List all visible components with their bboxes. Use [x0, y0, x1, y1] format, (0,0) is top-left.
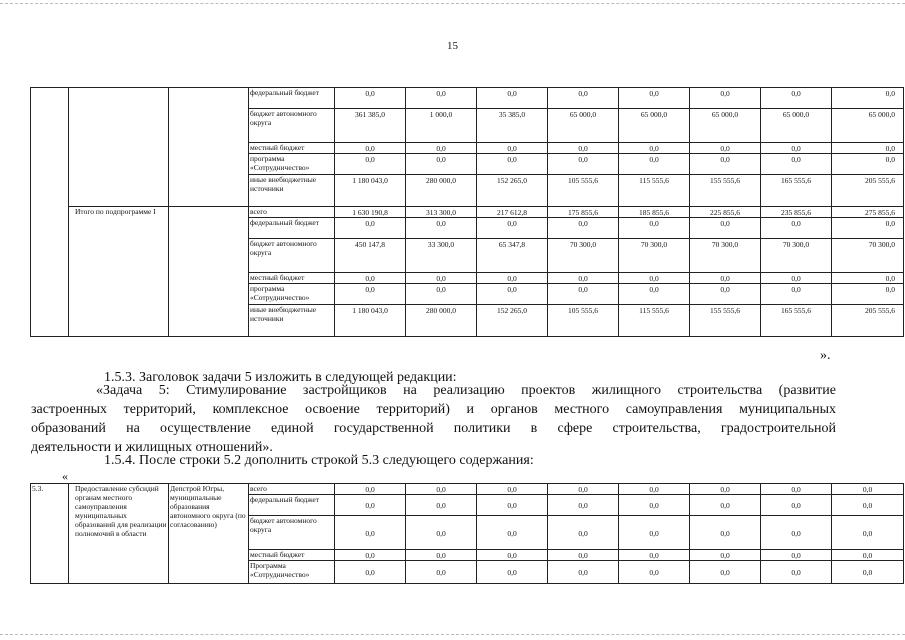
amount-cell: 205 555,6 — [832, 305, 904, 337]
funding-source-label: местный бюджет — [249, 143, 335, 154]
executor-cell: Депстрой Югры, муниципальные образования автономного округа (по согласованию) — [169, 484, 249, 584]
amount-cell: 0,0 — [406, 218, 477, 239]
amount-cell: 185 855,6 — [619, 207, 690, 218]
amount-cell: 0,0 — [335, 154, 406, 175]
funding-source-label: бюджет автономного округа — [249, 239, 335, 273]
amount-cell: 0,0 — [832, 516, 904, 550]
amount-cell: 0,0 — [406, 561, 477, 584]
amount-cell: 0,0 — [477, 218, 548, 239]
amount-cell: 0,0 — [406, 550, 477, 561]
amount-cell: 0,0 — [761, 495, 832, 516]
amount-cell: 0,0 — [690, 143, 761, 154]
amount-cell: 313 300,0 — [406, 207, 477, 218]
amount-cell: 0,0 — [335, 218, 406, 239]
amount-cell: 33 300,0 — [406, 239, 477, 273]
amount-cell: 65 000,0 — [832, 109, 904, 143]
amount-cell: 65 347,8 — [477, 239, 548, 273]
amount-cell: 175 855,6 — [548, 207, 619, 218]
amount-cell: 70 300,0 — [690, 239, 761, 273]
amount-cell: 235 855,6 — [761, 207, 832, 218]
amount-cell: 152 265,0 — [477, 305, 548, 337]
amount-cell: 0,0 — [477, 550, 548, 561]
amount-cell: 0,0 — [477, 495, 548, 516]
paragraph-1-5-3: 1.5.3. Заголовок задачи 5 изложить в следующей редакции: — [104, 370, 457, 385]
table-row — [31, 88, 904, 109]
row-number-cell: 5.3. — [31, 484, 69, 584]
executor-cell — [169, 207, 249, 337]
amount-cell: 0,0 — [406, 495, 477, 516]
amount-cell: 0,0 — [690, 550, 761, 561]
amount-cell: 0,0 — [761, 88, 832, 109]
amount-cell: 0,0 — [832, 550, 904, 561]
amount-cell: 0,0 — [832, 143, 904, 154]
amount-cell: 0,0 — [690, 273, 761, 284]
amount-cell: 0,0 — [619, 561, 690, 584]
amount-cell: 0,0 — [335, 88, 406, 109]
amount-cell: 0,0 — [335, 273, 406, 284]
scan-edge-bottom — [0, 634, 905, 636]
amount-cell: 0,0 — [619, 495, 690, 516]
activity-name-cell: Предоставление субсидий органам местного самоуправления муниципальных образований для реализации полномочий в области — [69, 484, 169, 584]
amount-cell: 0,0 — [548, 495, 619, 516]
amount-cell: 65 000,0 — [619, 109, 690, 143]
amount-cell: 450 147,8 — [335, 239, 406, 273]
amount-cell: 0,0 — [548, 88, 619, 109]
amount-cell: 0,0 — [477, 88, 548, 109]
amount-cell: 0,0 — [477, 143, 548, 154]
amount-cell: 165 555,6 — [761, 305, 832, 337]
amount-cell: 0,0 — [335, 550, 406, 561]
amount-cell: 0,0 — [406, 88, 477, 109]
task-5-line: деятельности и жилищных отношений». — [31, 440, 273, 455]
amount-cell: 0,0 — [477, 284, 548, 305]
amount-cell: 0,0 — [548, 484, 619, 495]
amount-cell: 0,0 — [335, 484, 406, 495]
amount-cell: 0,0 — [548, 284, 619, 305]
amount-cell: 155 555,6 — [690, 305, 761, 337]
amount-cell: 0,0 — [477, 273, 548, 284]
amount-cell: 0,0 — [477, 516, 548, 550]
amount-cell: 1 180 043,0 — [335, 305, 406, 337]
amount-cell: 225 855,6 — [690, 207, 761, 218]
amount-cell: 0,0 — [832, 88, 904, 109]
amount-cell: 0,0 — [690, 484, 761, 495]
scan-edge-top — [0, 3, 905, 5]
amount-cell: 0,0 — [761, 561, 832, 584]
amount-cell: 0,0 — [619, 516, 690, 550]
amount-cell: 155 555,6 — [690, 175, 761, 207]
funding-source-label: местный бюджет — [249, 550, 335, 561]
amount-cell: 0,0 — [832, 495, 904, 516]
amount-cell: 65 000,0 — [690, 109, 761, 143]
amount-cell: 0,0 — [690, 561, 761, 584]
amount-cell: 152 265,0 — [477, 175, 548, 207]
subprogram-total-label: Итого по подпрограмме I — [69, 207, 169, 337]
amount-cell: 0,0 — [690, 154, 761, 175]
funding-source-label: программа «Сотрудничество» — [249, 154, 335, 175]
amount-cell: 0,0 — [761, 516, 832, 550]
funding-source-label: бюджет автономного округа — [249, 516, 335, 550]
amount-cell: 0,0 — [477, 561, 548, 584]
amount-cell: 0,0 — [832, 218, 904, 239]
amount-cell: 0,0 — [619, 218, 690, 239]
task-5-line: образований на осуществление единой государственной политики в сфере строительства, градостроительной — [31, 421, 836, 436]
amount-cell: 0,0 — [477, 484, 548, 495]
amount-cell: 0,0 — [548, 550, 619, 561]
funding-source-label: федеральный бюджет — [249, 218, 335, 239]
amount-cell: 0,0 — [548, 273, 619, 284]
amount-cell: 205 555,6 — [832, 175, 904, 207]
amount-cell: 65 000,0 — [548, 109, 619, 143]
amount-cell: 65 000,0 — [761, 109, 832, 143]
amount-cell: 1 000,0 — [406, 109, 477, 143]
amount-cell: 0,0 — [406, 273, 477, 284]
amount-cell: 0,0 — [477, 154, 548, 175]
amount-cell: 217 612,8 — [477, 207, 548, 218]
amount-cell: 0,0 — [619, 273, 690, 284]
task-5-line: «Задача 5: Стимулирование застройщиков на реализацию проектов жилищного строительства (развитие — [96, 383, 836, 398]
amount-cell: 0,0 — [761, 284, 832, 305]
amount-cell: 70 300,0 — [761, 239, 832, 273]
amount-cell: 0,0 — [406, 143, 477, 154]
amount-cell: 0,0 — [761, 484, 832, 495]
amount-cell: 0,0 — [619, 88, 690, 109]
amount-cell: 0,0 — [406, 484, 477, 495]
amount-cell: 0,0 — [619, 484, 690, 495]
amount-cell: 0,0 — [548, 561, 619, 584]
amount-cell: 1 630 190,8 — [335, 207, 406, 218]
executor-cell — [169, 88, 249, 207]
amount-cell: 0,0 — [832, 154, 904, 175]
funding-source-label: федеральный бюджет — [249, 495, 335, 516]
amount-cell: 0,0 — [690, 284, 761, 305]
amount-cell: 70 300,0 — [619, 239, 690, 273]
amount-cell: 0,0 — [832, 273, 904, 284]
funding-source-label: местный бюджет — [249, 273, 335, 284]
amount-cell: 361 385,0 — [335, 109, 406, 143]
amount-cell: 0,0 — [406, 284, 477, 305]
task-5-line: застроенных территорий, комплексное освоение территорий) и органов местного самоуправления муниципальных — [31, 402, 836, 417]
amount-cell: 0,0 — [690, 495, 761, 516]
amount-cell: 0,0 — [690, 88, 761, 109]
amount-cell: 0,0 — [406, 516, 477, 550]
amount-cell: 0,0 — [548, 154, 619, 175]
amount-cell: 0,0 — [619, 550, 690, 561]
amount-cell: 115 555,6 — [619, 305, 690, 337]
funding-source-label: всего — [249, 484, 335, 495]
closing-quote: ». — [820, 348, 831, 363]
amount-cell: 0,0 — [548, 218, 619, 239]
amount-cell: 0,0 — [335, 516, 406, 550]
paragraph-1-5-4: 1.5.4. После строки 5.2 дополнить строкой 5.3 следующего содержания: — [104, 453, 534, 468]
amount-cell: 35 385,0 — [477, 109, 548, 143]
amount-cell: 1 180 043,0 — [335, 175, 406, 207]
table-row — [31, 484, 904, 495]
amount-cell: 0,0 — [335, 284, 406, 305]
funding-source-label: Программа «Сотрудничество» — [249, 561, 335, 584]
funding-source-label: всего — [249, 207, 335, 218]
subprogram-name-cell — [69, 88, 169, 207]
amount-cell: 115 555,6 — [619, 175, 690, 207]
amount-cell: 0,0 — [832, 284, 904, 305]
amount-cell: 70 300,0 — [832, 239, 904, 273]
amount-cell: 165 555,6 — [761, 175, 832, 207]
funding-source-label: программа «Сотрудничество» — [249, 284, 335, 305]
amount-cell: 0,0 — [335, 495, 406, 516]
amount-cell: 0,0 — [548, 143, 619, 154]
amount-cell: 0,0 — [690, 218, 761, 239]
amount-cell: 0,0 — [832, 561, 904, 584]
amount-cell: 0,0 — [761, 218, 832, 239]
amount-cell: 0,0 — [335, 143, 406, 154]
amount-cell: 0,0 — [619, 284, 690, 305]
amount-cell: 275 855,6 — [832, 207, 904, 218]
table-row — [31, 207, 904, 218]
funding-source-label: бюджет автономного округа — [249, 109, 335, 143]
amount-cell: 0,0 — [761, 550, 832, 561]
funding-table-row-5-3 — [30, 483, 904, 584]
amount-cell: 70 300,0 — [548, 239, 619, 273]
amount-cell: 0,0 — [690, 516, 761, 550]
amount-cell: 0,0 — [761, 143, 832, 154]
amount-cell: 280 000,0 — [406, 305, 477, 337]
task-5-text — [31, 381, 836, 457]
amount-cell: 0,0 — [548, 516, 619, 550]
opening-quote: « — [62, 469, 68, 483]
funding-source-label: иные внебюджетные источники — [249, 175, 335, 207]
funding-table-subprogram-1 — [30, 87, 904, 337]
amount-cell: 105 555,6 — [548, 175, 619, 207]
page-number: 15 — [447, 40, 458, 52]
amount-cell: 0,0 — [761, 154, 832, 175]
funding-source-label: федеральный бюджет — [249, 88, 335, 109]
row-number-cell — [31, 88, 69, 337]
amount-cell: 0,0 — [335, 561, 406, 584]
amount-cell: 105 555,6 — [548, 305, 619, 337]
amount-cell: 280 000,0 — [406, 175, 477, 207]
amount-cell: 0,0 — [761, 273, 832, 284]
amount-cell: 0,0 — [406, 154, 477, 175]
amount-cell: 0,0 — [832, 484, 904, 495]
amount-cell: 0,0 — [619, 143, 690, 154]
funding-source-label: иные внебюджетные источники — [249, 305, 335, 337]
amount-cell: 0,0 — [619, 154, 690, 175]
